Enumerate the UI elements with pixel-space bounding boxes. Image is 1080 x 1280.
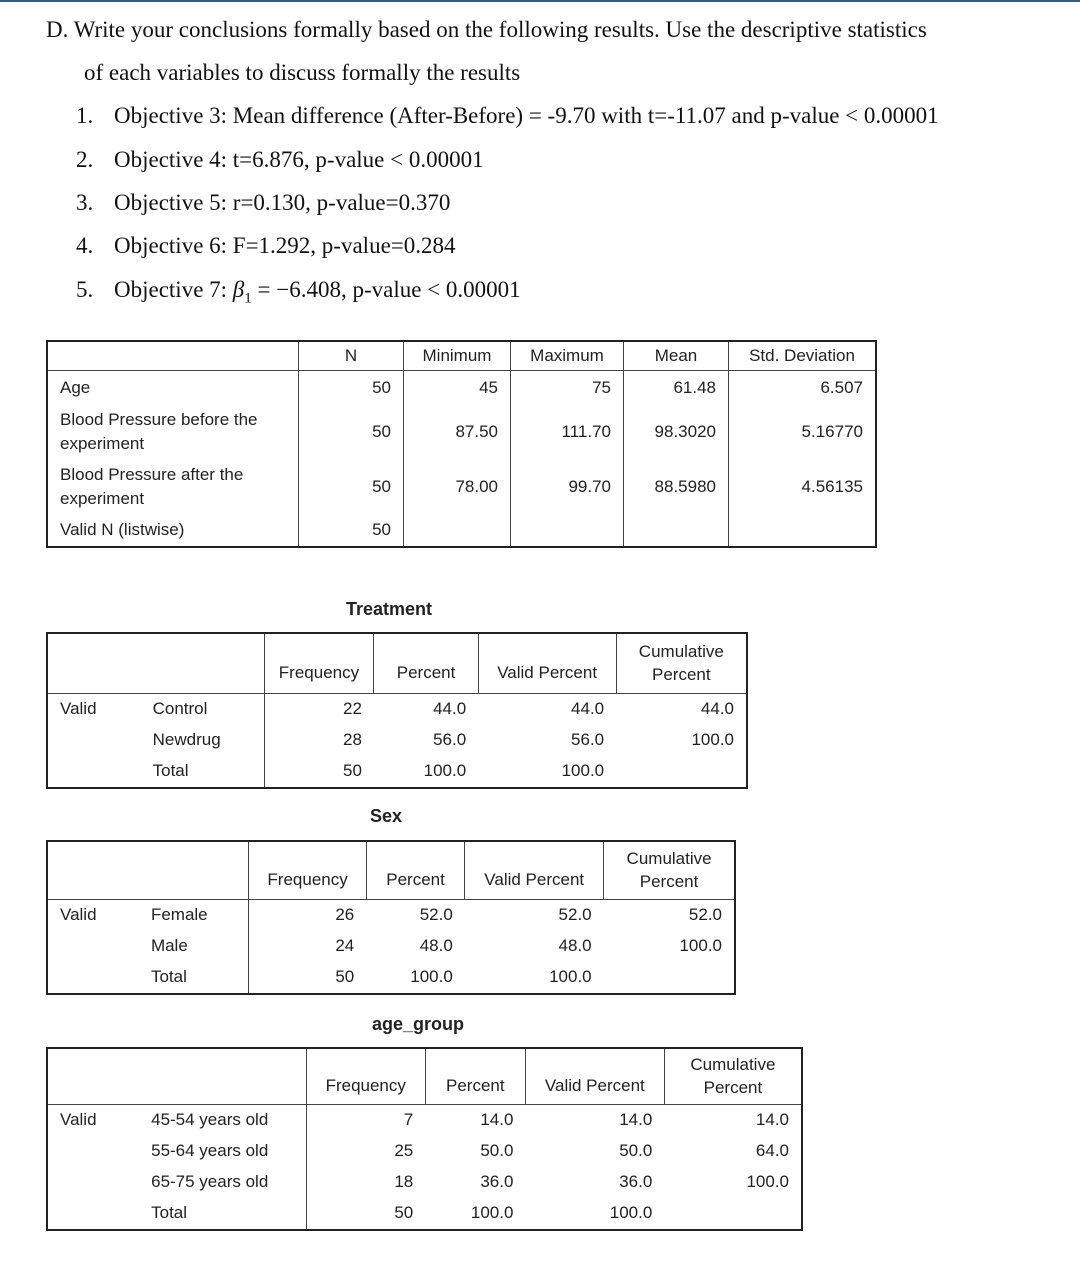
- category-label: 55-64 years old: [151, 1141, 269, 1160]
- category-label: 65-75 years old: [151, 1172, 269, 1191]
- cell-percent: 44.0: [433, 699, 467, 718]
- header-blank: [141, 633, 264, 693]
- objective-number: 2.: [76, 147, 94, 172]
- objective-number: 4.: [76, 233, 94, 258]
- cell-valid-percent: 52.0: [558, 905, 592, 924]
- cell-cumulative-percent: [616, 756, 747, 788]
- objective-text-rest: = −6.408, p-value < 0.00001: [251, 277, 521, 302]
- category-label: Total: [150, 967, 187, 986]
- cell-sd: 5.16770: [729, 405, 877, 459]
- header-percent: Percent: [425, 1048, 525, 1104]
- question-heading: D. Write your conclusions formally based on the following results. Use the descriptive statistics: [46, 17, 927, 42]
- header-maximum: Maximum: [511, 341, 624, 371]
- cell-frequency: 22: [264, 693, 374, 725]
- cell-n: 50: [299, 515, 404, 547]
- header-frequency: Frequency: [306, 1048, 425, 1104]
- table-row: [47, 459, 876, 515]
- header-std-deviation: Std. Deviation: [729, 341, 877, 371]
- header-cumulative-percent: Cumulative Percent: [604, 841, 735, 899]
- header-valid-percent: Valid Percent: [478, 633, 616, 693]
- header-percent: Percent: [374, 633, 478, 693]
- objective-item: [76, 188, 450, 218]
- cell-sd: 6.507: [729, 371, 877, 405]
- cell-frequency: 25: [306, 1136, 425, 1167]
- table-row: [47, 756, 747, 788]
- header-blank: [47, 1048, 139, 1104]
- table-row: [47, 693, 747, 725]
- cell-max: 111.70: [511, 405, 624, 459]
- cell-cumulative-percent: 64.0: [755, 1141, 789, 1160]
- row-label: Valid N (listwise): [60, 520, 185, 539]
- treatment-frequency-table: [46, 632, 748, 789]
- beta-symbol: β: [232, 277, 245, 302]
- sex-table-title: Sex: [370, 806, 403, 826]
- cell-percent: 14.0: [480, 1110, 514, 1129]
- cell-max: 99.70: [511, 459, 624, 515]
- cell-valid-percent: 56.0: [571, 730, 605, 749]
- objective-item: [76, 101, 939, 131]
- header-mean: Mean: [624, 341, 729, 371]
- header-blank: [47, 341, 299, 371]
- objective-text: Objective 3: Mean difference (After-Before) = -9.70 with t=-11.07 and p-value < 0.00001: [114, 103, 939, 128]
- cell-cumulative-percent: 44.0: [700, 699, 734, 718]
- category-label: Control: [152, 699, 208, 718]
- question-heading-continued: of each variables to discuss formally the results: [84, 60, 521, 85]
- cell-mean: [624, 515, 729, 547]
- cell-percent: 100.0: [423, 761, 467, 780]
- row-label: Age: [60, 377, 91, 397]
- cell-percent: 50.0: [480, 1141, 514, 1160]
- header-frequency: Frequency: [249, 841, 366, 899]
- category-label: Male: [150, 936, 188, 955]
- table-row: [47, 725, 747, 756]
- cell-frequency: 7: [306, 1104, 425, 1136]
- top-border: [0, 0, 1080, 2]
- cell-valid-percent: 100.0: [609, 1203, 653, 1222]
- cell-valid-percent: 100.0: [561, 761, 605, 780]
- table-row: [47, 1198, 802, 1230]
- cell-percent: 48.0: [419, 936, 453, 955]
- category-label: Total: [151, 1203, 188, 1222]
- header-blank: [139, 1048, 306, 1104]
- cell-min: [404, 515, 511, 547]
- objective-text: Objective 6: F=1.292, p-value=0.284: [114, 233, 456, 258]
- treatment-table-title: Treatment: [346, 599, 433, 619]
- objective-number: 1.: [76, 103, 94, 128]
- table-row: [47, 962, 735, 994]
- cell-n: 50: [299, 459, 404, 515]
- category-label: 45-54 years old: [151, 1110, 269, 1129]
- header-percent: Percent: [366, 841, 465, 899]
- cell-valid-percent: 14.0: [619, 1110, 653, 1129]
- row-label: Blood Pressure after the experiment: [60, 464, 244, 508]
- cell-percent: 100.0: [470, 1203, 514, 1222]
- beta-subscript: 1: [244, 290, 252, 307]
- objective-text: Objective 5: r=0.130, p-value=0.370: [114, 190, 451, 215]
- objective-number: 5.: [76, 277, 94, 302]
- table-row: [47, 931, 735, 962]
- cell-min: 45: [404, 371, 511, 405]
- row-label: Blood Pressure before the experiment: [60, 409, 258, 453]
- cell-frequency: 50: [306, 1198, 425, 1230]
- header-minimum: Minimum: [404, 341, 511, 371]
- cell-min: 87.50: [404, 405, 511, 459]
- table-header-row: [47, 1048, 802, 1104]
- cell-mean: 98.3020: [624, 405, 729, 459]
- cell-valid-percent: 100.0: [549, 967, 592, 986]
- cell-mean: 61.48: [624, 371, 729, 405]
- age-group-frequency-table: [46, 1047, 803, 1231]
- cell-frequency: 50: [264, 756, 374, 788]
- cell-cumulative-percent: 100.0: [746, 1172, 789, 1191]
- cell-n: 50: [299, 405, 404, 459]
- cell-percent: 56.0: [433, 730, 467, 749]
- category-label: Total: [152, 761, 189, 780]
- table-row: [47, 371, 876, 405]
- objective-text: Objective 7:: [114, 277, 233, 302]
- cell-valid-percent: 48.0: [558, 936, 592, 955]
- cell-sd: 4.56135: [729, 459, 877, 515]
- cell-valid-percent: 36.0: [619, 1172, 653, 1191]
- objective-text: Objective 4: t=6.876, p-value < 0.00001: [114, 147, 484, 172]
- cell-frequency: 26: [249, 899, 366, 931]
- objective-number: 3.: [76, 190, 94, 215]
- cell-frequency: 50: [249, 962, 366, 994]
- cell-cumulative-percent: 52.0: [688, 905, 722, 924]
- header-cumulative-percent: Cumulative Percent: [616, 633, 747, 693]
- header-blank: [139, 841, 249, 899]
- header-blank: [47, 633, 141, 693]
- cell-frequency: 24: [249, 931, 366, 962]
- cell-cumulative-percent: [604, 962, 735, 994]
- valid-label: Valid: [60, 1110, 97, 1129]
- objective-item: [76, 145, 484, 175]
- cell-percent: 52.0: [419, 905, 453, 924]
- cell-valid-percent: 50.0: [619, 1141, 653, 1160]
- cell-frequency: 18: [306, 1167, 425, 1198]
- table-row: [47, 1167, 802, 1198]
- valid-label: Valid: [60, 905, 97, 924]
- descriptive-statistics-table: [46, 340, 877, 548]
- table-header-row: [47, 841, 735, 899]
- header-n: N: [299, 341, 404, 371]
- cell-frequency: 28: [264, 725, 374, 756]
- age-group-table-title: age_group: [372, 1014, 465, 1034]
- table-header-row: [47, 633, 747, 693]
- sex-frequency-table: [46, 840, 736, 995]
- header-valid-percent: Valid Percent: [525, 1048, 664, 1104]
- cell-max: [511, 515, 624, 547]
- cell-sd: [729, 515, 877, 547]
- cell-valid-percent: 44.0: [571, 699, 605, 718]
- cell-cumulative-percent: 100.0: [691, 730, 734, 749]
- cell-cumulative-percent: 14.0: [755, 1110, 789, 1129]
- cell-cumulative-percent: 100.0: [679, 936, 722, 955]
- valid-label: Valid: [60, 699, 97, 718]
- objective-item: [76, 275, 521, 314]
- cell-n: 50: [299, 371, 404, 405]
- header-frequency: Frequency: [264, 633, 374, 693]
- cell-min: 78.00: [404, 459, 511, 515]
- cell-mean: 88.5980: [624, 459, 729, 515]
- cell-cumulative-percent: [664, 1198, 802, 1230]
- table-row: [47, 1104, 802, 1136]
- cell-percent: 36.0: [480, 1172, 514, 1191]
- objective-item: [76, 231, 456, 261]
- cell-percent: 100.0: [410, 967, 453, 986]
- header-valid-percent: Valid Percent: [465, 841, 604, 899]
- header-blank: [47, 841, 139, 899]
- category-label: Newdrug: [152, 730, 221, 749]
- table-row: [47, 899, 735, 931]
- table-row: [47, 515, 876, 547]
- table-row: [47, 405, 876, 459]
- category-label: Female: [150, 905, 208, 924]
- cell-max: 75: [511, 371, 624, 405]
- table-row: [47, 1136, 802, 1167]
- header-cumulative-percent: Cumulative Percent: [664, 1048, 802, 1104]
- table-header-row: [47, 341, 876, 371]
